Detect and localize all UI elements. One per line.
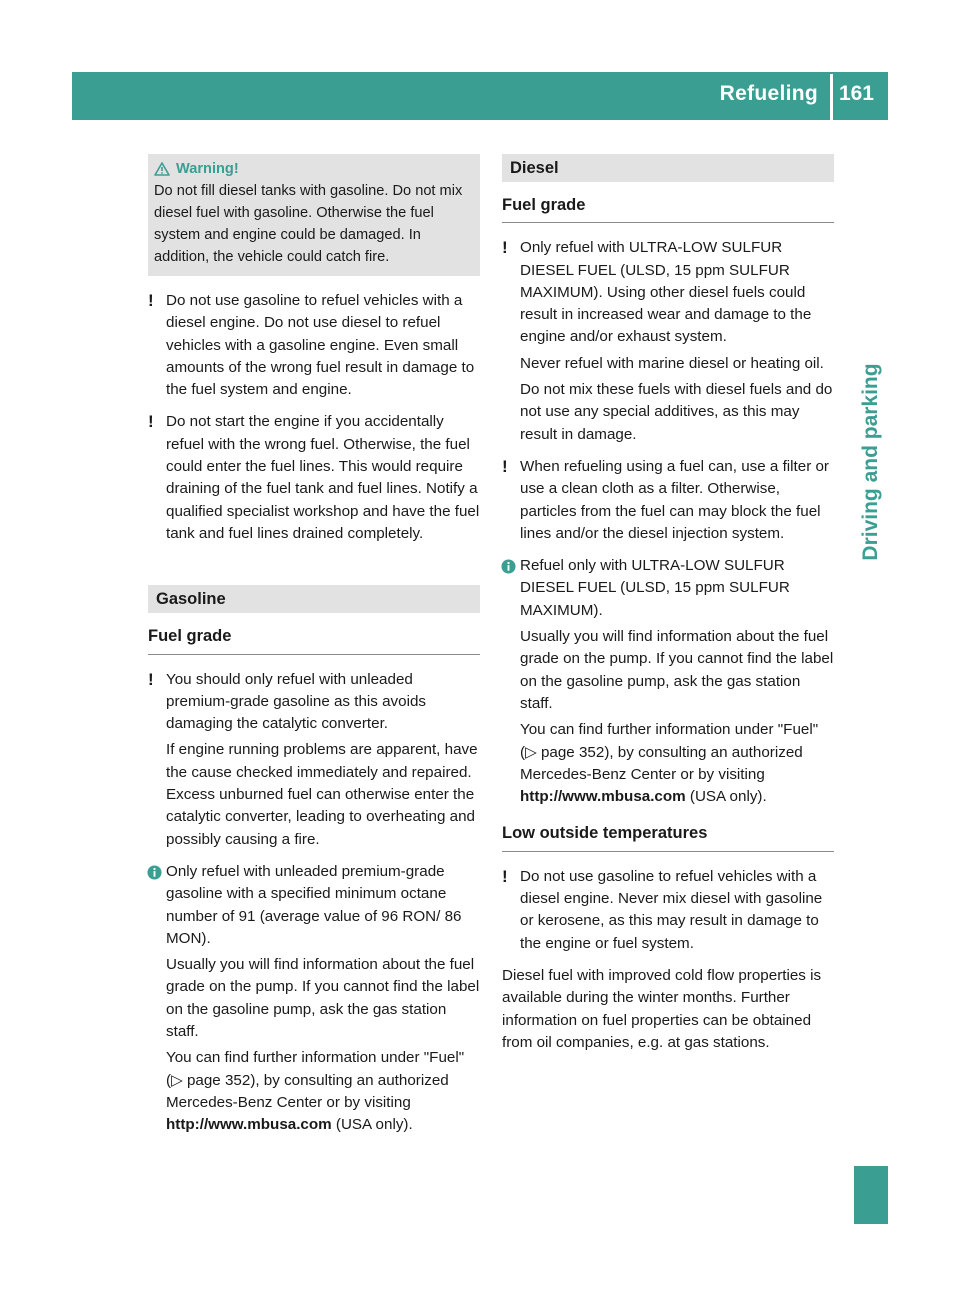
info-icon <box>147 865 162 880</box>
caution-note <box>148 290 480 401</box>
caution-text: When refueling using a fuel can, use a filter or use a clean cloth as a filter. Otherwise, particles from the fuel can may block the fuel lines and/or the diesel injection system. <box>520 457 829 542</box>
section-heading-gasoline: Gasoline <box>148 585 480 613</box>
left-column <box>148 154 480 1137</box>
warning-title: Warning! <box>176 161 239 177</box>
side-section-text: Driving and parking <box>859 363 882 561</box>
caution-text: You should only refuel with unleaded premium-grade gasoline as this avoids damaging the catalytic converter. <box>166 670 427 733</box>
info-note <box>502 555 834 808</box>
section-heading-diesel: Diesel <box>502 154 834 182</box>
caution-text: Do not mix these fuels with diesel fuels and do not use any special additives, as this may result in damage. <box>520 381 833 443</box>
info-text: You can find further information under "Fuel" (▷ page 352), by consulting an authorized Mercedes-Benz Center or by visiting http://www.mbusa.com (USA only). <box>166 1049 465 1134</box>
caution-mark-icon: ! <box>148 669 154 689</box>
caution-note <box>502 866 834 955</box>
header-bar <box>72 72 888 120</box>
caution-mark-icon: ! <box>502 866 508 886</box>
info-icon <box>501 559 516 574</box>
chapter-title: Refueling <box>719 82 818 105</box>
caution-text: Never refuel with marine diesel or heating oil. <box>520 354 824 372</box>
subheading-fuel-grade: Fuel grade <box>502 194 834 223</box>
info-text: Usually you will find information about the fuel grade on the pump. If you cannot find the label on the gasoline pump, ask the gas station staff. <box>166 956 480 1041</box>
caution-text: Only refuel with ULTRA-LOW SULFUR DIESEL FUEL (ULSD, 15 ppm SULFUR MAXIMUM). Using other diesel fuels could result in increased wear and damage to the engine and/or exhaust system. <box>520 239 812 346</box>
caution-mark-icon: ! <box>148 291 154 310</box>
subheading-fuel-grade: Fuel grade <box>148 625 480 654</box>
warning-triangle-icon <box>154 162 170 176</box>
subheading-low-temperatures: Low outside temperatures <box>502 822 834 851</box>
info-note <box>148 861 480 1137</box>
caution-text: Do not start the engine if you accidentally refuel with the wrong fuel. Otherwise, the fuel could enter the fuel lines. This would require draining of the fuel tank and fuel lines. Notify a qualified specialist workshop and have the fuel tank and fuel lines drained completely. <box>166 413 480 542</box>
info-text: You can find further information under "Fuel" (▷ page 352), by consulting an authorized Mercedes-Benz Center or by visiting http://www.mbusa.com (USA only). <box>520 721 819 806</box>
caution-mark-icon: ! <box>502 456 508 476</box>
website-link[interactable]: http://www.mbusa.com <box>166 1116 332 1134</box>
website-link[interactable]: http://www.mbusa.com <box>520 788 686 806</box>
page-number: 161 <box>838 82 874 105</box>
caution-text: Do not use gasoline to refuel vehicles with a diesel engine. Do not use diesel to refuel vehicles with a gasoline engine. Even small amounts of the wrong fuel result in damage to the fuel system and engine. <box>166 292 475 399</box>
page-ref-arrow-icon: ▷ <box>171 1071 183 1089</box>
closing-paragraph: Diesel fuel with improved cold flow properties is available during the winter months. Further information on fuel properties can be obtained from oil companies, e.g. at gas stations. <box>502 966 822 1051</box>
side-section-label <box>854 262 888 662</box>
caution-text: Do not use gasoline to refuel vehicles with a diesel engine. Never mix diesel with gasoline or kerosene, as this may result in damage to the engine or fuel system. <box>520 867 823 952</box>
caution-note <box>148 411 480 545</box>
caution-note <box>148 669 480 851</box>
caution-mark-icon: ! <box>148 412 154 432</box>
warning-box <box>148 154 480 276</box>
right-column <box>502 154 834 1054</box>
side-tab-marker <box>854 1166 888 1224</box>
info-text: Usually you will find information about the fuel grade on the pump. If you cannot find the label on the gasoline pump, ask the gas station staff. <box>520 628 834 712</box>
caution-note <box>502 456 834 545</box>
header-separator <box>830 74 833 120</box>
page-ref-arrow-icon: ▷ <box>525 743 537 761</box>
caution-note <box>502 237 834 446</box>
info-text: Refuel only with ULTRA-LOW SULFUR DIESEL FUEL (ULSD, 15 ppm SULFUR MAXIMUM). <box>520 557 790 619</box>
caution-mark-icon: ! <box>502 238 508 258</box>
caution-text: If engine running problems are apparent, have the cause checked immediately and repaired. Excess unburned fuel can otherwise enter the catalytic converter, leading to overheating and possibly causing a fire. <box>166 741 478 848</box>
warning-text: Do not fill diesel tanks with gasoline. Do not mix diesel fuel with gasoline. Otherwise the fuel system and engine could be damaged. In addition, the vehicle could catch fire. <box>154 183 463 265</box>
info-text: Only refuel with unleaded premium-grade gasoline with a specified minimum octane number of 91 (average value of 96 RON/ 86 MON). <box>166 862 462 947</box>
